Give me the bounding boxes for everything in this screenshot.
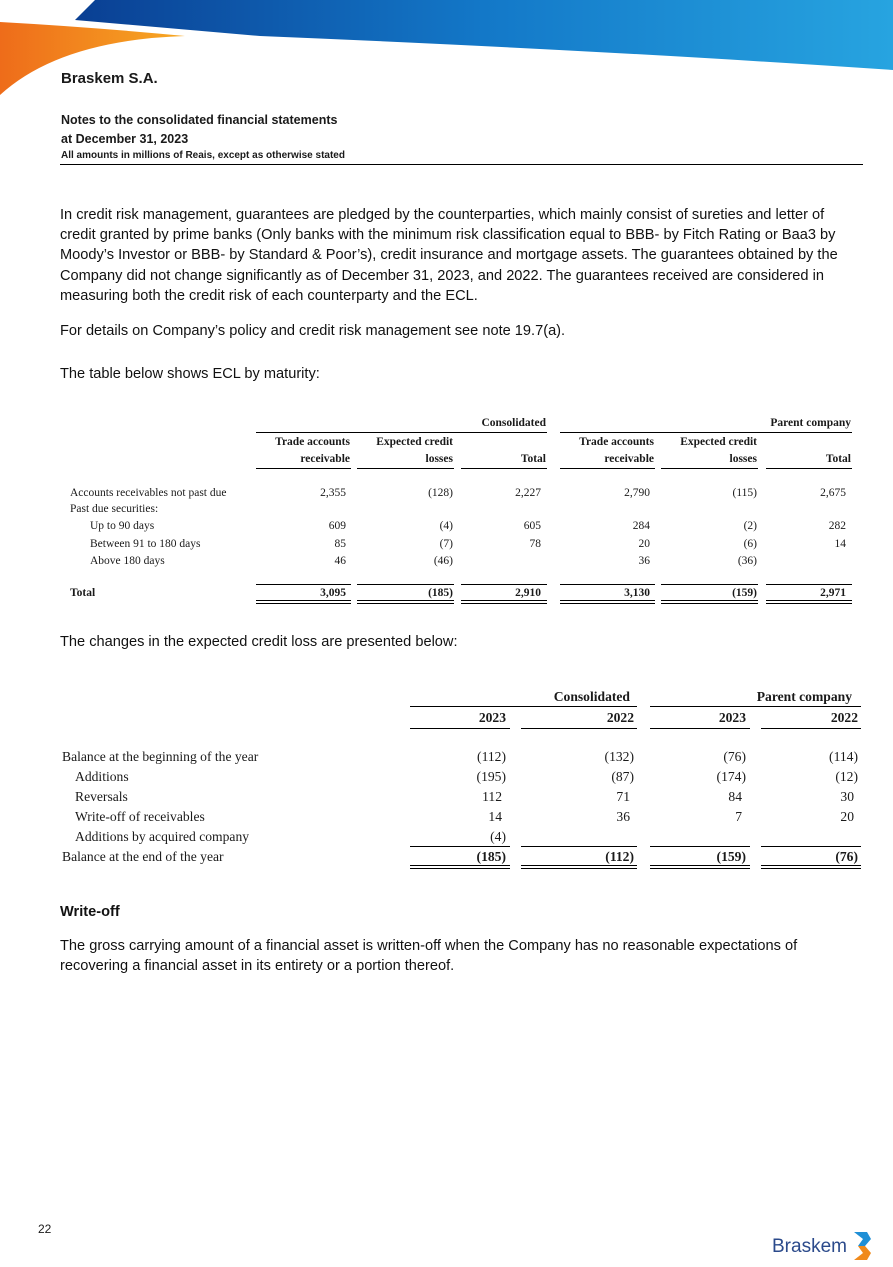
col-2023-parent: 2023 [718, 710, 746, 725]
group-consolidated: Consolidated [481, 417, 546, 429]
col-2022-parent: 2022 [830, 710, 858, 725]
col-expected-credit-losses-parent: Expected credit [680, 436, 757, 448]
company-name: Braskem S.A. [61, 70, 158, 87]
logo-text: Braskem [772, 1236, 847, 1257]
page-number: 22 [38, 1222, 52, 1236]
header-divider [60, 164, 863, 165]
group-parent-company-2: Parent company [756, 689, 852, 704]
group-parent-company: Parent company [770, 417, 851, 429]
writeoff-heading: Write-off [60, 904, 120, 920]
paragraph-writeoff: The gross carrying amount of a financial asset is written-off when the Company has no reasonable expectations of recovering a financial asset in its entirety or a portion thereof. [60, 938, 798, 975]
notes-title: Notes to the consolidated financial statements [61, 113, 338, 127]
group-consolidated-2: Consolidated [553, 689, 630, 704]
paragraph-table-intro: The table below shows ECL by maturity: [60, 366, 320, 382]
col-total: Total [520, 453, 546, 465]
amounts-note: All amounts in millions of Reais, except as otherwise stated [61, 150, 345, 161]
col-trade-receivable-parent: Trade accounts [579, 436, 654, 448]
col-2023: 2023 [478, 710, 506, 725]
col-2022: 2022 [606, 710, 634, 725]
report-date: at December 31, 2023 [61, 132, 189, 146]
col-total-parent: Total [825, 453, 851, 465]
col-expected-credit-losses: Expected credit [376, 436, 453, 448]
paragraph-changes-intro: The changes in the expected credit loss are presented below: [60, 634, 458, 650]
col-trade-receivable: Trade accounts [275, 436, 350, 448]
paragraph-policy: For details on Company’s policy and credit risk management see note 19.7(a). [60, 323, 566, 339]
paragraph-guarantees: In credit risk management, guarantees are pledged by the counterparties, which mainly consist of sureties and letter of credit granted by prime banks (Only banks with the minimum risk classification equal to BBB- by Fitch Rating or Baa3 by Moody’s Investor or BBB- by Standard & Poor’s), credit insurance and mortgage assets. The guarantees obtained by the Company did not change significantly as of December 31, 2023, and 2022. The guarantees received are considered in measuring both the credit risk of each counterparty and the ECL. [60, 207, 838, 304]
braskem-logo [772, 1228, 872, 1262]
